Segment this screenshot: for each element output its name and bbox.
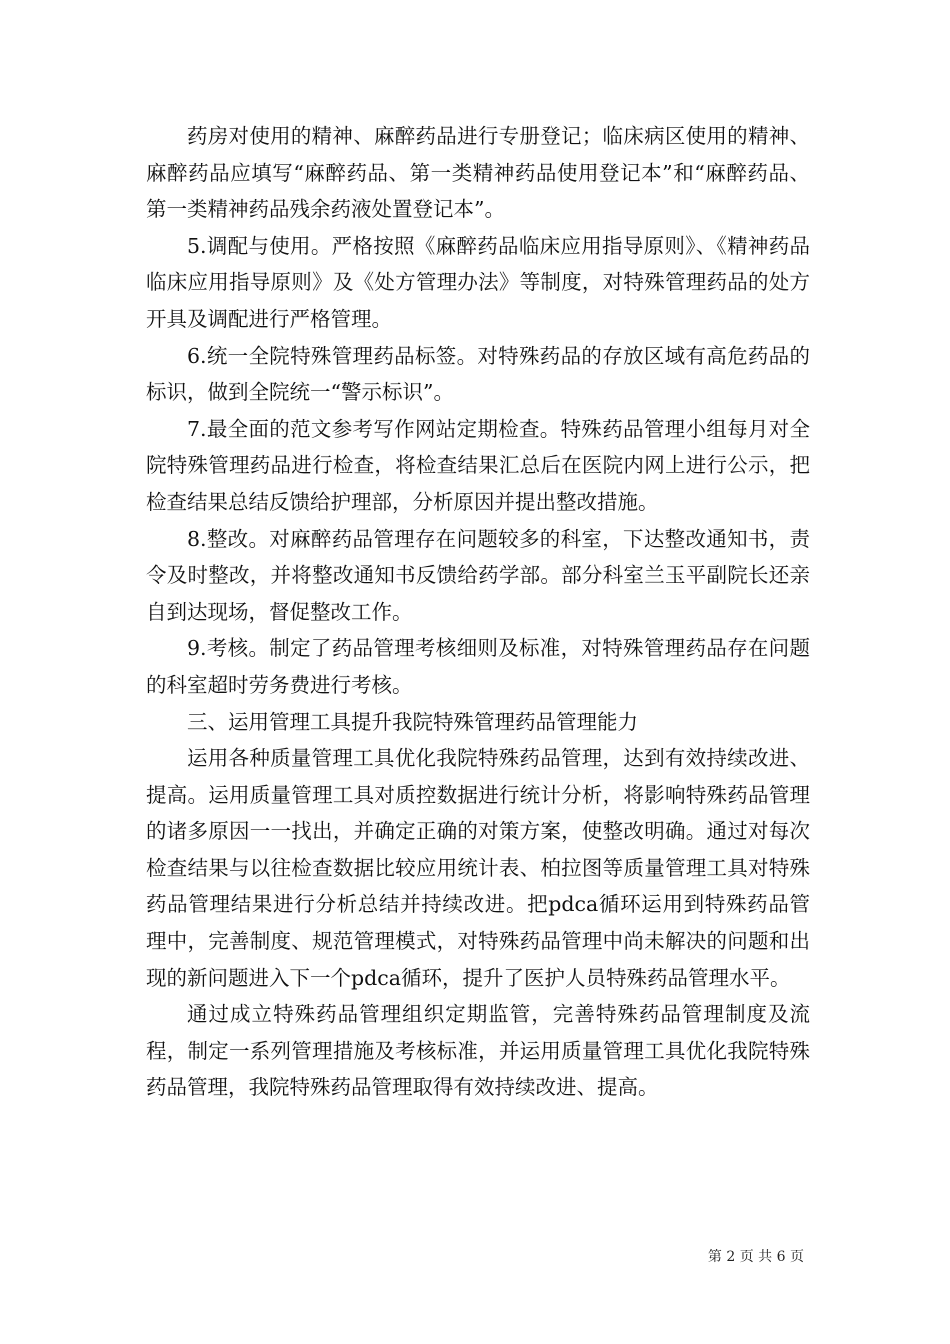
paragraph-registration: 药房对使用的精神、麻醉药品进行专册登记；临床病区使用的精神、麻醉药品应填写“麻醉药品、第一类精神药品使用登记本”和“麻醉药品、第一类精神药品残余药液处置登记本”。 [146,124,810,222]
paragraph-inspection: 7.最全面的范文参考写作网站定期检查。特殊药品管理小组每月对全院特殊管理药品进行检查，将检查结果汇总后在医院内网上进行公示，把检查结果总结反馈给护理部，分析原因并提出整改措施。 [146,416,810,514]
paragraph-quality-tools: 运用各种质量管理工具优化我院特殊药品管理，达到有效持续改进、提高。运用质量管理工具对质控数据进行统计分析，将影响特殊药品管理的诸多原因一一找出，并确定正确的对策方案，使整改明确。通过对每次检查结果与以往检查数据比较应用统计表、柏拉图等质量管理工具对特殊药品管理结果进行分析总结并持续改进。把pdca循环运用到特殊药品管理中，完善制度、规范管理模式，对特殊药品管理中尚未解决的问题和出现的新问题进入下一个pdca循环，提升了医护人员特殊药品管理水平。 [146,746,810,990]
paragraph-assessment: 9.考核。制定了药品管理考核细则及标准，对特殊管理药品存在问题的科室超时劳务费进行考核。 [146,636,810,697]
paragraph-conclusion: 通过成立特殊药品管理组织定期监管，完善特殊药品管理制度及流程，制定一系列管理措施及考核标准，并运用质量管理工具优化我院特殊药品管理，我院特殊药品管理取得有效持续改进、提高。 [146,1002,810,1100]
document-body [146,118,810,1106]
paragraph-labels: 6.统一全院特殊管理药品标签。对特殊药品的存放区域有高危药品的标识，做到全院统一“警示标识”。 [146,343,810,405]
paragraph-rectification: 8.整改。对麻醉药品管理存在问题较多的科室，下达整改通知书，责令及时整改，并将整改通知书反馈给药学部。部分科室兰玉平副院长还亲自到达现场，督促整改工作。 [146,526,810,624]
section-heading: 三、运用管理工具提升我院特殊管理药品管理能力 [187,709,638,734]
paragraph-dispensing: 5.调配与使用。严格按照《麻醉药品临床应用指导原则》、《精神药品临床应用指导原则》及《处方管理办法》等制度，对特殊管理药品的处方开具及调配进行严格管理。 [146,233,810,331]
page-number-footer: 第 2 页 共 6 页 [707,1249,804,1265]
